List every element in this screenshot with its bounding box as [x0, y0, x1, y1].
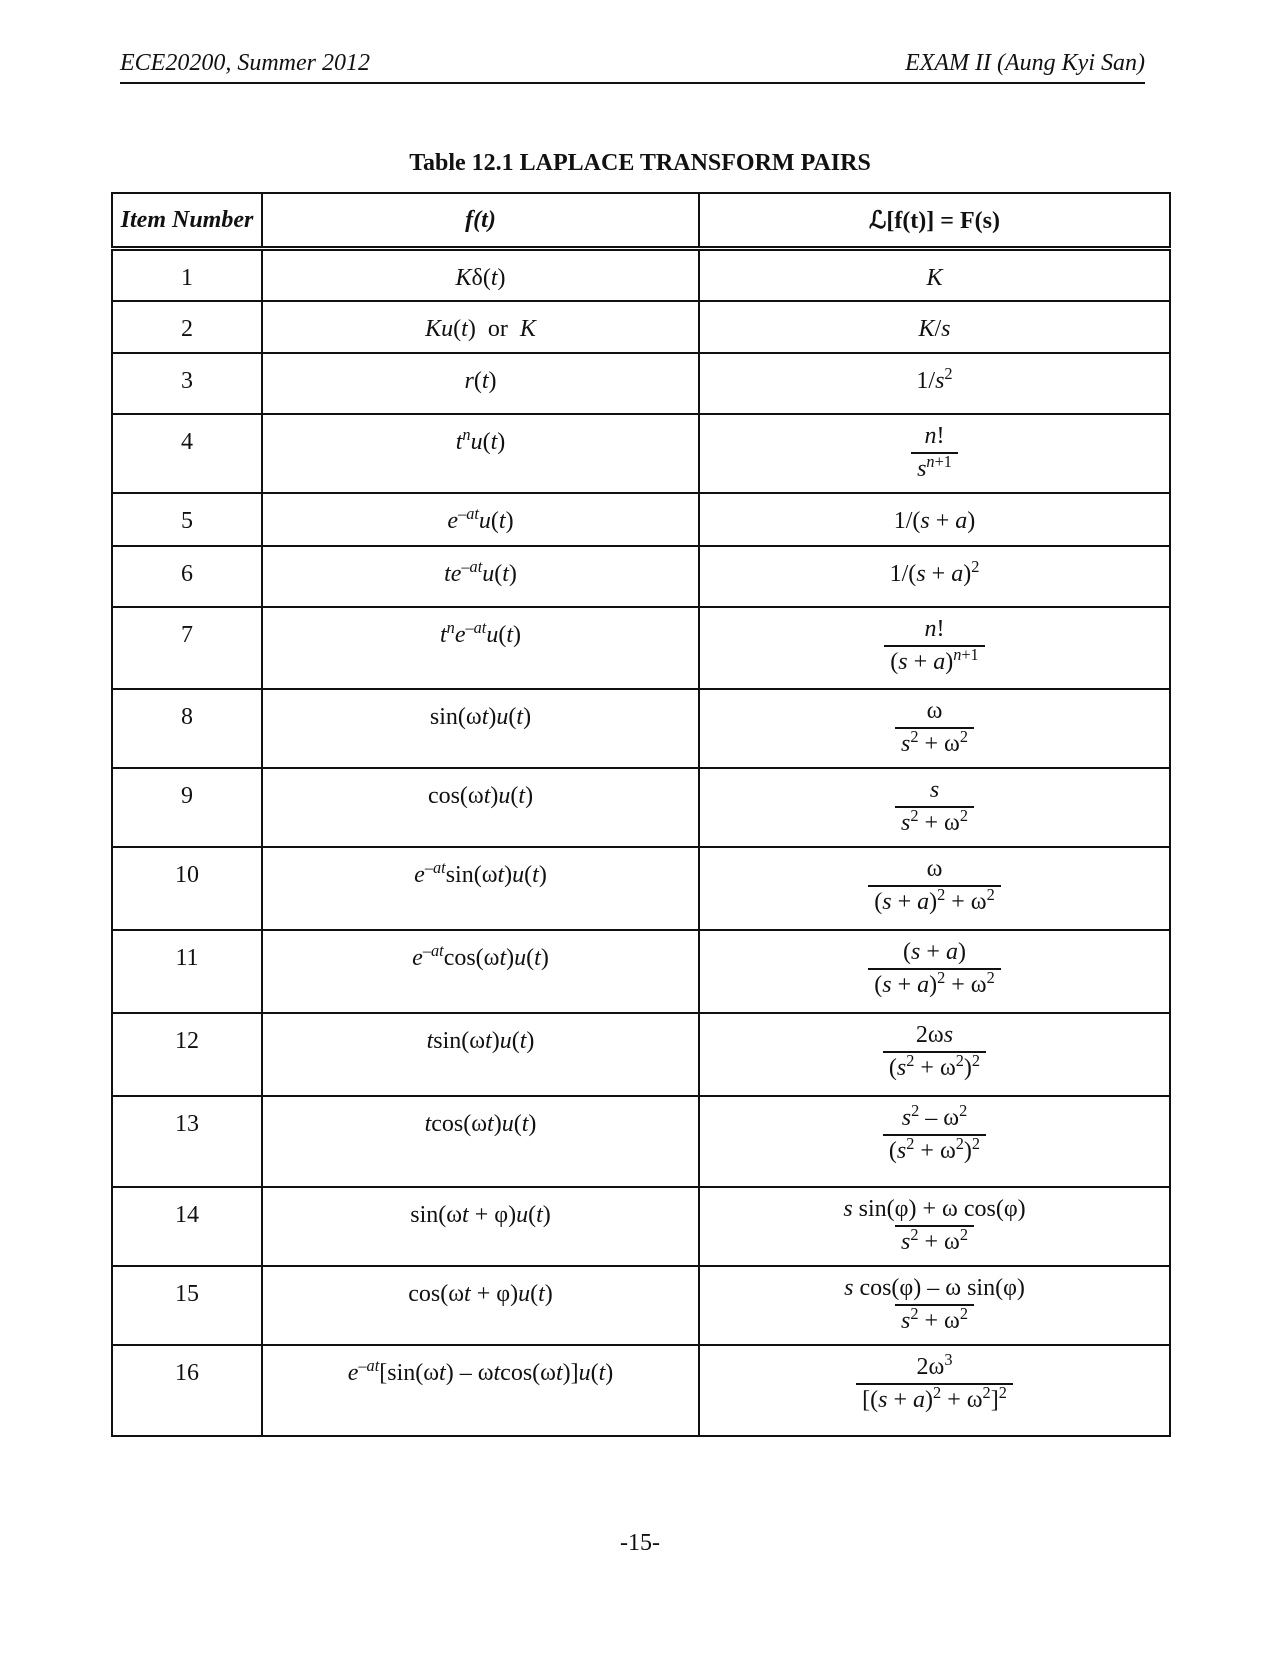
time-function: sin(ωt)u(t): [262, 689, 699, 768]
table-row: [112, 249, 1170, 301]
s-function: K: [699, 249, 1170, 301]
s-function: $1/s^2$: [699, 353, 1170, 414]
item-number: 15: [112, 1266, 262, 1345]
table-title: Table 12.1 LAPLACE TRANSFORM PAIRS: [409, 150, 871, 176]
laplace-table: [111, 192, 1171, 1437]
header-rule: [120, 82, 1145, 84]
s-function: $\frac{n!}{s^{n+1}}$: [699, 414, 1170, 493]
time-function: $e^{-at}\sin(\omega t)u(t)$: [262, 847, 699, 930]
time-function: sin(ωt + φ)u(t): [262, 1187, 699, 1266]
page-number: -15-: [620, 1530, 660, 1556]
table-row: [112, 689, 1170, 768]
header-exam: EXAM II (Aung Kyi San): [905, 50, 1145, 76]
s-function: K/s: [699, 301, 1170, 353]
time-function: tsin(ωt)u(t): [262, 1013, 699, 1096]
time-function: cos(ωt)u(t): [262, 768, 699, 847]
s-function: $1/(s + a)^2$: [699, 546, 1170, 607]
item-number: 11: [112, 930, 262, 1013]
item-number: 10: [112, 847, 262, 930]
table-row: [112, 353, 1170, 414]
s-function: $\frac{2\omega^3}{[(s + a)^2 + \omega^2]^2}$: [699, 1345, 1170, 1436]
time-function: $te^{-at}u(t)$: [262, 546, 699, 607]
or-word: or: [487, 315, 508, 342]
s-function: 1/(s + a): [699, 493, 1170, 546]
s-function: $\frac{s^2 - \omega^2}{(s^2 + \omega^2)^2}$: [699, 1096, 1170, 1187]
time-function: $e^{-at}\cos(\omega t)u(t)$: [262, 930, 699, 1013]
table-row: [112, 1096, 1170, 1187]
item-number: 9: [112, 768, 262, 847]
s-function: $\frac{\omega}{(s + a)^2 + \omega^2}$: [699, 847, 1170, 930]
time-function: tcos(ωt)u(t): [262, 1096, 699, 1187]
s-function: $\frac{n!}{(s + a)^{n+1}}$: [699, 607, 1170, 689]
table-row: [112, 1013, 1170, 1096]
table-row: [112, 493, 1170, 546]
table-row: [112, 607, 1170, 689]
time-function: $t^ne^{-at}u(t)$: [262, 607, 699, 689]
item-number: 4: [112, 414, 262, 493]
item-number: 2: [112, 301, 262, 353]
table-header-row: [112, 193, 1170, 249]
item-number: 6: [112, 546, 262, 607]
col-item-number: Item Number: [112, 193, 262, 249]
time-function: $e^{-at}[\sin(\omega t) - \omega tcos(\omega t)]u(t)$: [262, 1345, 699, 1436]
table-row: [112, 546, 1170, 607]
table-row: [112, 1345, 1170, 1436]
item-number: 5: [112, 493, 262, 546]
item-number: 16: [112, 1345, 262, 1436]
time-function: $e^{-at}u(t)$: [262, 493, 699, 546]
item-number: 14: [112, 1187, 262, 1266]
table-row: [112, 301, 1170, 353]
header-course: ECE20200, Summer 2012: [120, 50, 370, 76]
table-row: [112, 847, 1170, 930]
time-function: r(t): [262, 353, 699, 414]
s-function: $\frac{s}{s^2 + \omega^2}$: [699, 768, 1170, 847]
col-ft: f(t): [262, 193, 699, 249]
table-row: [112, 768, 1170, 847]
s-function: $\frac{\omega}{s^2 + \omega^2}$: [699, 689, 1170, 768]
table-row: [112, 1187, 1170, 1266]
time-function: cos(ωt + φ)u(t): [262, 1266, 699, 1345]
s-function: $\frac{2\omega s}{(s^2 + \omega^2)^2}$: [699, 1013, 1170, 1096]
time-function: $t^nu(t)$: [262, 414, 699, 493]
col-fs: ℒ[f(t)] = F(s): [699, 193, 1170, 249]
item-number: 3: [112, 353, 262, 414]
item-number: 7: [112, 607, 262, 689]
s-function: $\frac{\text{s sin(φ) + ω cos(φ)}}{s^2 + \omega^2}$: [699, 1187, 1170, 1266]
table-row: [112, 930, 1170, 1013]
item-number: 12: [112, 1013, 262, 1096]
item-number: 1: [112, 249, 262, 301]
table-row: [112, 1266, 1170, 1345]
item-number: 8: [112, 689, 262, 768]
time-function: Ku(t) or K: [262, 301, 699, 353]
s-function: $\frac{(s + a)}{(s + a)^2 + \omega^2}$: [699, 930, 1170, 1013]
item-number: 13: [112, 1096, 262, 1187]
table-row: [112, 414, 1170, 493]
time-function: Kδ(t): [262, 249, 699, 301]
s-function: $\frac{\text{s cos(φ) – ω sin(φ)}}{s^2 + \omega^2}$: [699, 1266, 1170, 1345]
